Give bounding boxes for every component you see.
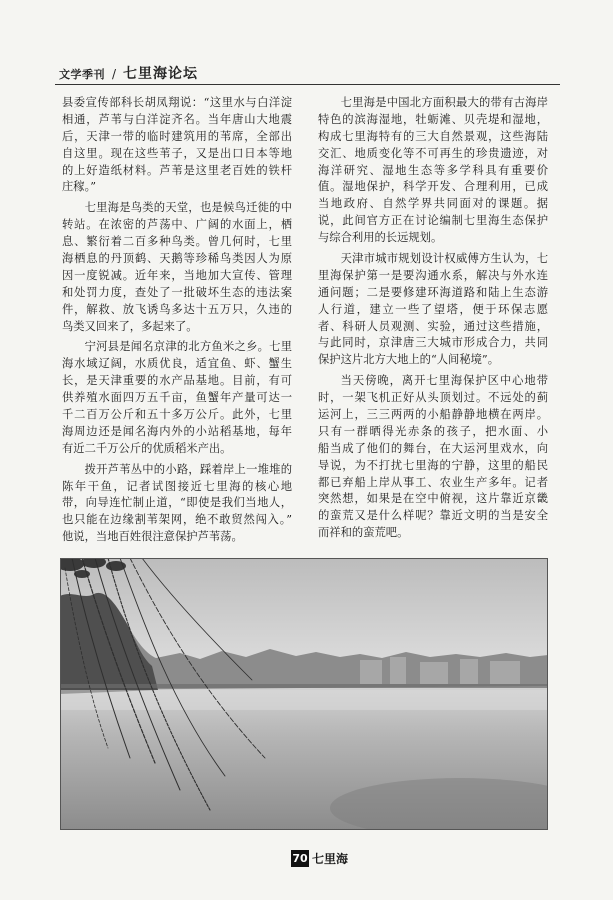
article-paragraph xyxy=(62,200,292,335)
text-line: 县委宣传部科长胡凤翔说：“这里水与白洋淀 xyxy=(62,96,292,109)
text-line: 海水域辽阔，水质优良，适宜鱼、虾、蟹生 xyxy=(62,357,292,371)
text-line: 值。湿地保护，科学开发、合理利用，已成 xyxy=(318,180,548,194)
header-series-title: 文学季刊 xyxy=(59,68,105,81)
text-line: 带，向导连忙制止道，“即使是我们当地人， xyxy=(62,496,292,510)
text-line: 船当成了他们的舞台，在大运河里戏水，向 xyxy=(318,441,548,455)
text-line: 转站。在浓密的芦荡中、广阔的水面上，栖 xyxy=(62,218,292,232)
text-line: 与此同时，京津唐三大城市形成合力，共同 xyxy=(318,336,548,350)
text-line: 的上好造纸材料。芦苇是这里老百姓的铁杆 xyxy=(62,163,292,177)
text-line: 自这里。现在这些苇子，又是出口日本等地 xyxy=(62,146,292,160)
text-line: 息、繁衍着二百多种鸟类。曾几何时，七里 xyxy=(62,235,292,249)
text-line: 供养殖水面四万五千亩，鱼蟹年产量可达一 xyxy=(62,391,292,405)
text-line: 件，解救、放飞诱鸟多达十五万只，久违的 xyxy=(62,302,292,316)
shoreline xyxy=(60,684,548,688)
article-paragraph xyxy=(318,95,548,247)
text-line: 和处罚力度，查处了一批破坏生态的违法案 xyxy=(62,285,292,299)
header-rule xyxy=(55,84,560,85)
text-line: 构成七里海特有的三大自然景观，这些海陆 xyxy=(318,129,548,143)
text-line: 只有一群晒得光赤条的孩子，把水面、小 xyxy=(318,424,548,438)
text-line: 七里海是中国北方面积最大的带有古海岸 xyxy=(340,96,548,109)
text-line: 保护这片北方大地上的“人间秘境”。 xyxy=(318,353,500,367)
text-line: 他说，当地百姓很注意保护芦苇荡。 xyxy=(62,530,243,544)
page-footer xyxy=(291,849,348,867)
text-line: 千二百万公斤和五十多万公斤。此外，七里 xyxy=(62,408,292,422)
page-number: 70 xyxy=(292,851,308,865)
text-line: 也只能在边缘割苇架网，绝不敢贸然闯入。” xyxy=(62,513,292,527)
text-line: 有近二千万公斤的优质稻米产出。 xyxy=(62,441,232,455)
text-line: 人行道，建立一些了望塔，便于环保志愿 xyxy=(318,302,548,316)
text-line: 与综合利用的长远规划。 xyxy=(318,231,443,245)
header-separator: / xyxy=(112,67,117,81)
text-line: 突然想，如果是在空中俯视，这片靠近京畿 xyxy=(318,492,548,506)
text-line: 的蛮荒又是什么样呢？靠近文明的当是安全 xyxy=(318,509,548,523)
text-line: 特色的滨海湿地，牡蛎滩、贝壳堤和湿地， xyxy=(318,112,548,126)
article-paragraph xyxy=(318,373,548,542)
text-line: 交汇、地质变化等不可再生的珍贵遗迹，对 xyxy=(318,146,548,160)
text-line: 因一度锐减。近年来，当地加大宣传、管理 xyxy=(62,268,292,282)
header-section-title: 七里海论坛 xyxy=(123,66,199,82)
text-line: 里海保护第一是要沟通水系，解决与外水连 xyxy=(318,268,548,282)
text-line: 鸟类又回来了，多起来了。 xyxy=(62,319,198,333)
article-paragraph xyxy=(318,251,548,369)
article-paragraph xyxy=(62,95,292,196)
text-line: 通问题；二是要修建环海道路和陆上生态游 xyxy=(318,285,548,299)
article-paragraph xyxy=(62,462,292,546)
text-line: 宁河县是闻名京津的北方鱼米之乡。七里 xyxy=(84,340,292,354)
text-line: 天津市城市规划设计权威傅方生认为，七 xyxy=(340,252,548,266)
text-line: 陈年干鱼，记者试图接近七里海的核心地 xyxy=(62,479,292,493)
article-paragraph xyxy=(62,339,292,457)
text-line: 庄稼。” xyxy=(62,180,97,194)
text-line: 运河上，三三两两的小船静静地横在两岸。 xyxy=(318,408,548,422)
article-right-column xyxy=(318,95,548,542)
text-line: 后，天津一带的临时建筑用的苇席，全部出 xyxy=(62,129,292,143)
text-line: 长，是天津重要的水产品基地。目前，有可 xyxy=(62,374,292,388)
text-line: 者、科研人员观测、实验，通过这些措施， xyxy=(318,319,548,333)
lake-photo xyxy=(60,558,548,830)
text-line: 说，此间官方正在讨论编制七里海生态保护 xyxy=(318,214,548,228)
text-line: 都已弃船上岸从事工、农业生产多年。记者 xyxy=(318,475,548,489)
text-line: 导说，为不打扰七里海的宁静，这里的船民 xyxy=(318,458,548,472)
text-line: 海栖息的丹顶鹤、天鹅等珍稀鸟类因人为原 xyxy=(62,252,292,266)
text-line: 当天傍晚，离开七里海保护区中心地带 xyxy=(340,374,548,388)
text-line: 当地政府、自然学界共同面对的课题。据 xyxy=(318,197,548,211)
text-line: 七里海是鸟类的天堂，也是候鸟迁徙的中 xyxy=(84,201,292,215)
text-line: 时，一架飞机正好从头顶划过。不远处的蓟 xyxy=(318,391,548,405)
lake-photo-graphic xyxy=(60,558,548,830)
running-header xyxy=(59,63,198,83)
text-line: 海洋研究、湿地生态等多学科具有重要价 xyxy=(318,163,548,177)
text-line: 拨开芦苇丛中的小路，踩着岸上一堆堆的 xyxy=(84,462,292,476)
magazine-name: 七里海 xyxy=(312,851,349,866)
text-line: 相通，芦苇与白洋淀齐名。当年唐山大地震 xyxy=(62,112,292,126)
text-line: 而祥和的蛮荒吧。 xyxy=(318,526,409,540)
text-line: 海周边还是闻名海内外的小站稻基地，每年 xyxy=(62,424,292,438)
article-left-column xyxy=(62,95,292,546)
